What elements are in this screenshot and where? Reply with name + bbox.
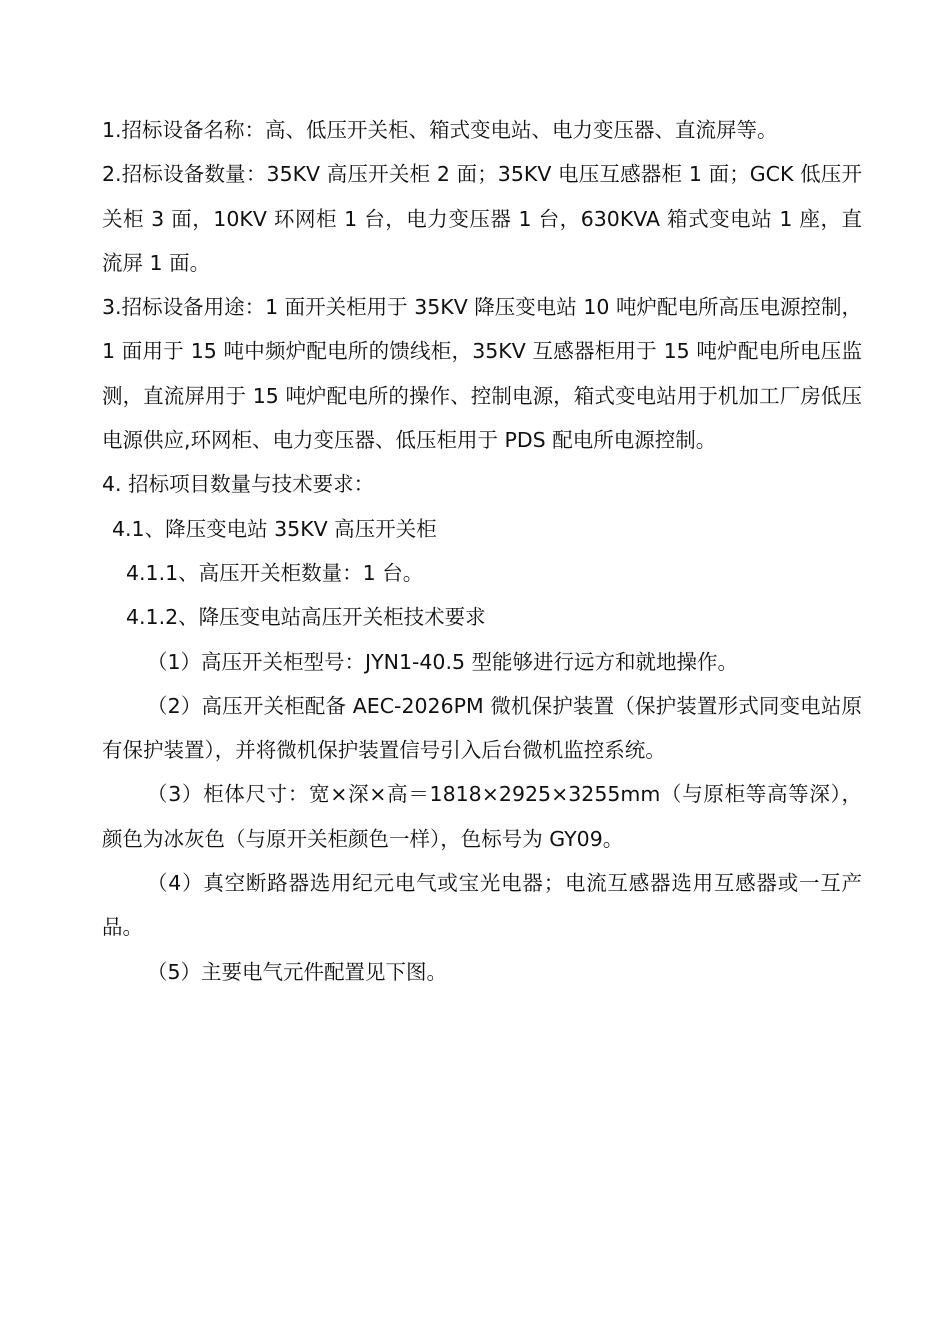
paragraph-equipment-usage: 3.招标设备用途：1 面开关柜用于 35KV 降压变电站 10 吨炉配电所高压电源控制，1 面用于 15 吨中频炉配电所的馈线柜，35KV 互感器柜用于 15 吨炉配电所电压监测，直流屏用于 15 吨炉配电所的操作、控制电源，箱式变电站用于机加工厂房低压电源供应,环网柜、电力变压器、低压柜用于 PDS 配电所电源控制。 xyxy=(102,295,862,453)
paragraph-equipment-name: 1.招标设备名称：高、低压开关柜、箱式变电站、电力变压器、直流屏等。 xyxy=(102,118,778,142)
requirement-item-5: （5）主要电气元件配置见下图。 xyxy=(147,959,448,984)
requirement-item-2: （2）高压开关柜配备 AEC-2026PM 微机保护装置（保护装置形式同变电站原有保护装置），并将微机保护装置信号引入后台微机监控系统。 xyxy=(102,693,862,763)
paragraph-equipment-quantity: 2.招标设备数量：35KV 高压开关柜 2 面；35KV 电压互感器柜 1 面；GCK 低压开关柜 3 面，10KV 环网柜 1 台，电力变压器 1 台，630KVA 箱式变电站 1 座，直流屏 1 面。 xyxy=(102,162,862,275)
heading-section-4-1-1: 4.1.1、高压开关柜数量：1 台。 xyxy=(126,560,424,585)
heading-section-4-1: 4.1、降压变电站 35KV 高压开关柜 xyxy=(112,516,437,541)
document-body xyxy=(102,108,862,994)
requirement-item-3: （3）柜体尺寸：宽×深×高＝1818×2925×3255mm（与原柜等高等深），颜色为冰灰色（与原开关柜颜色一样），色标号为 GY09。 xyxy=(102,782,862,851)
heading-section-4-1-2: 4.1.2、降压变电站高压开关柜技术要求 xyxy=(126,605,486,630)
heading-project-requirements: 4. 招标项目数量与技术要求： xyxy=(102,472,375,497)
requirement-item-1: （1）高压开关柜型号：JYN1-40.5 型能够进行远方和就地操作。 xyxy=(147,649,739,674)
requirement-item-4: （4）真空断路器选用纪元电气或宝光电器；电流互感器选用互感器或一互产品。 xyxy=(102,871,862,940)
